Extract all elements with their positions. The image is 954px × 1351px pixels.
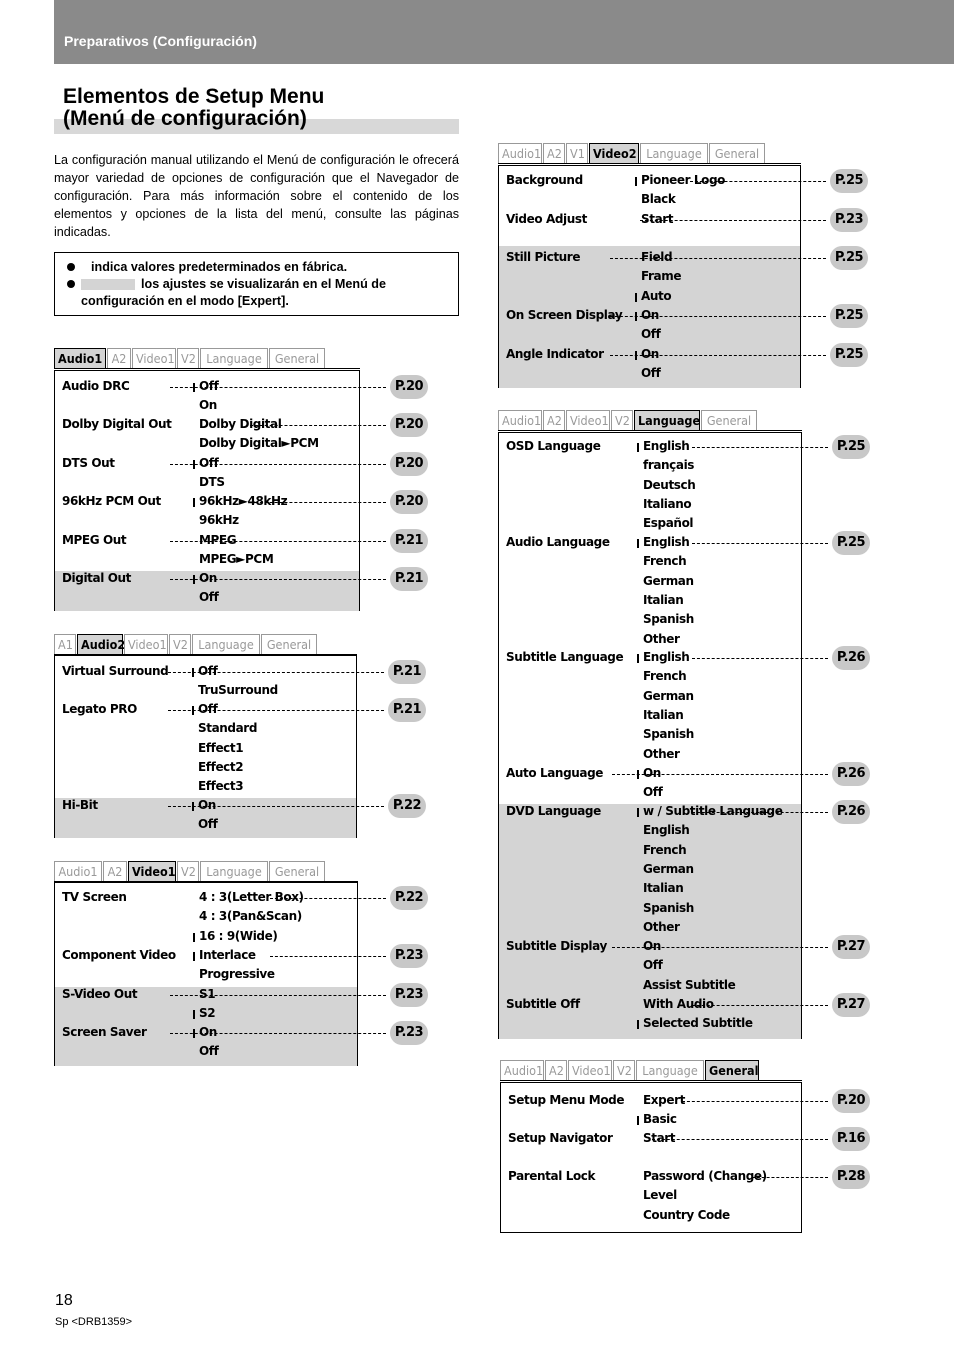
menu-option[interactable]: English [643, 439, 690, 453]
menu-option[interactable]: On [643, 766, 661, 780]
menu-option[interactable]: S1 [199, 987, 216, 1001]
leader-line [270, 898, 386, 899]
tab-language[interactable]: Language [200, 348, 268, 369]
default-marker-icon [193, 952, 195, 961]
tab-a1[interactable]: A1 [54, 634, 76, 655]
menu-option[interactable]: Password (Change) [643, 1169, 767, 1183]
tab-audio1[interactable]: Audio1 [498, 410, 542, 431]
leader-line [168, 672, 384, 673]
page-ref-badge: P.21 [390, 529, 428, 553]
page-ref-badge: P.25 [832, 435, 870, 459]
menu-option[interactable]: Assist Subtitle [643, 977, 736, 992]
menu-option[interactable]: Selected Subtitle [643, 1016, 753, 1031]
page-ref-badge: P.21 [390, 567, 428, 591]
leader-line [270, 956, 386, 957]
page-ref-badge: P.27 [832, 993, 870, 1017]
tab-v2[interactable]: V2 [169, 634, 191, 655]
page-title-line1: Elementos de Setup Menu [63, 85, 325, 108]
default-marker-icon [635, 293, 637, 302]
menu-item-setup-menu-mode[interactable]: Setup Menu Mode [508, 1093, 625, 1107]
leader-line [170, 1033, 386, 1034]
page-ref-badge: P.25 [830, 169, 868, 193]
menu-option[interactable]: w / Subtitle Language [643, 804, 783, 818]
tab-general[interactable]: General [705, 1060, 759, 1081]
menu-item-s-video-out[interactable]: S-Video Out [62, 987, 138, 1001]
general-tabs [500, 1060, 760, 1081]
tab-v2[interactable]: V2 [177, 348, 199, 369]
page-ref-badge: P.16 [832, 1127, 870, 1151]
tab-audio1[interactable]: Audio1 [500, 1060, 544, 1081]
menu-item-legato-pro[interactable]: Legato PRO [62, 702, 137, 716]
default-marker-icon [193, 383, 195, 392]
leader-line [692, 812, 828, 813]
tab-v2[interactable]: V2 [611, 410, 633, 431]
default-marker-icon [637, 1020, 639, 1029]
menu-option[interactable]: Off [643, 785, 663, 800]
leader-line [250, 425, 386, 426]
section-header-label: Preparativos (Configuración) [64, 33, 257, 49]
page-ref-badge: P.20 [390, 452, 428, 476]
menu-option[interactable]: German [643, 688, 694, 703]
video2-tabs [498, 143, 766, 164]
menu-option[interactable]: French [643, 669, 687, 684]
menu-item-dvd-language[interactable]: DVD Language [506, 804, 601, 818]
menu-item-on-screen-display[interactable]: On Screen Display [506, 308, 623, 322]
menu-option[interactable]: Pioneer Logo [641, 173, 725, 187]
menu-option[interactable]: English [643, 535, 690, 549]
legend-default-text: indica valores predeterminados en fábrica. [91, 260, 348, 274]
leader-line [170, 579, 386, 580]
leader-line [170, 387, 386, 388]
menu-option[interactable]: English [643, 650, 690, 664]
menu-option[interactable]: Español [643, 516, 694, 531]
leader-line [250, 502, 386, 503]
menu-option[interactable]: Start [643, 1131, 676, 1145]
leader-line [752, 1177, 828, 1178]
menu-option[interactable]: Dolby Digital►PCM [199, 436, 319, 451]
tab-a2[interactable]: A2 [543, 410, 565, 431]
menu-option[interactable]: Auto [641, 288, 672, 303]
menu-option[interactable]: Off [641, 327, 661, 342]
leader-line [610, 355, 826, 356]
default-marker-icon [193, 498, 195, 507]
leader-line [692, 1005, 828, 1006]
default-marker-icon [193, 575, 195, 584]
menu-item-angle-indicator[interactable]: Angle Indicator [506, 347, 604, 361]
menu-item-96khz-pcm-out[interactable]: 96kHz PCM Out [62, 494, 161, 508]
menu-option[interactable]: Italiano [643, 496, 692, 511]
tab-video1[interactable]: Video1 [568, 1060, 612, 1081]
menu-option[interactable]: German [643, 573, 694, 588]
tab-v2[interactable]: V2 [177, 861, 199, 882]
menu-item-background[interactable]: Background [506, 173, 583, 187]
menu-option[interactable]: Off [199, 379, 219, 393]
menu-option[interactable]: Effect3 [198, 779, 244, 794]
intro-paragraph: La configuración manual utilizando el Menú de configuración le ofrecerá mayor variedad de opciones de configuración que el Navegador de configuración. Para más información sobre el contenido de los elementos y opciones de la lista del menú, consulte las páginas indicadas. [54, 153, 459, 239]
menu-item-subtitle-display[interactable]: Subtitle Display [506, 939, 607, 953]
leader-line [612, 947, 828, 948]
page-ref-badge: P.23 [830, 208, 868, 232]
menu-option[interactable]: Basic [643, 1112, 677, 1127]
menu-item-video-adjust[interactable]: Video Adjust [506, 212, 587, 226]
leader-line [168, 806, 384, 807]
tab-a2[interactable]: A2 [543, 143, 565, 164]
menu-option[interactable]: Spanish [643, 900, 694, 915]
page-ref-badge: P.25 [830, 246, 868, 270]
video1-tabs [54, 861, 326, 882]
menu-option[interactable]: 16 : 9(Wide) [199, 928, 278, 943]
language-tabs [498, 410, 758, 431]
menu-item-subtitle-language[interactable]: Subtitle Language [506, 650, 624, 664]
menu-option[interactable]: Black [641, 192, 676, 207]
general-tab-underline [500, 1080, 802, 1081]
menu-option[interactable]: Off [198, 664, 218, 678]
leader-line [692, 658, 828, 659]
menu-option[interactable]: Progressive [199, 967, 275, 982]
default-marker-icon [637, 539, 639, 548]
page-ref-badge: P.21 [388, 698, 426, 722]
menu-option[interactable]: On [199, 398, 217, 413]
tab-a2[interactable]: A2 [545, 1060, 567, 1081]
tab-video1[interactable]: Video1 [124, 634, 168, 655]
menu-option[interactable]: S2 [199, 1006, 216, 1021]
default-marker-icon [635, 351, 637, 360]
tab-a2[interactable]: A2 [103, 861, 127, 882]
default-marker-icon [637, 770, 639, 779]
leader-line [610, 316, 826, 317]
menu-option[interactable]: Country Code [643, 1207, 730, 1222]
menu-option[interactable]: Field [641, 250, 673, 264]
video2-tab-underline [498, 163, 801, 164]
default-marker-icon [192, 706, 194, 715]
menu-option[interactable]: 4 : 3(Pan&Scan) [199, 909, 302, 924]
leader-line [692, 543, 828, 544]
tab-audio1[interactable]: Audio1 [54, 861, 102, 882]
legend-note [54, 252, 459, 316]
tab-general[interactable]: General [269, 348, 325, 369]
leader-line [682, 1101, 828, 1102]
menu-item-mpeg-out[interactable]: MPEG Out [62, 533, 127, 547]
tab-v2[interactable]: V2 [613, 1060, 635, 1081]
menu-item-parental-lock[interactable]: Parental Lock [508, 1169, 596, 1183]
page-ref-badge: P.27 [832, 935, 870, 959]
page-ref-badge: P.26 [832, 762, 870, 786]
leader-line [652, 1139, 828, 1140]
default-marker-icon [193, 1029, 195, 1038]
page-ref-badge: P.26 [832, 646, 870, 670]
legend-expert-text [81, 276, 441, 310]
leader-line [612, 774, 828, 775]
tab-language[interactable]: Language [192, 634, 260, 655]
menu-option[interactable]: Spanish [643, 727, 694, 742]
leader-line [690, 181, 826, 182]
default-marker-icon [193, 1010, 195, 1019]
menu-option[interactable]: Interlace [199, 948, 256, 962]
tab-general[interactable]: General [701, 410, 757, 431]
leader-line [692, 447, 828, 448]
menu-item-virtual-surround[interactable]: Virtual Surround [62, 664, 169, 678]
leader-line [640, 220, 826, 221]
menu-option[interactable]: MPEG►PCM [199, 552, 274, 567]
menu-item-osd-language[interactable]: OSD Language [506, 439, 601, 453]
menu-option[interactable]: Deutsch [643, 477, 696, 492]
menu-option[interactable]: Level [643, 1188, 677, 1203]
menu-item-dts-out[interactable]: DTS Out [62, 456, 115, 470]
tab-a2[interactable]: A2 [107, 348, 131, 369]
menu-item-still-picture[interactable]: Still Picture [506, 250, 581, 264]
tab-v1[interactable]: V1 [566, 143, 588, 164]
menu-item-screen-saver[interactable]: Screen Saver [62, 1025, 147, 1039]
tab-language[interactable]: Language [200, 861, 268, 882]
menu-item-dolby-digital-out[interactable]: Dolby Digital Out [62, 417, 172, 431]
menu-option[interactable]: Expert [643, 1093, 685, 1107]
page-ref-badge: P.23 [390, 944, 428, 968]
legend-expert-label: los ajustes se visualizarán en el Menú de configuración en el modo [Expert]. [81, 277, 386, 308]
menu-option[interactable]: Dolby Digital [199, 417, 282, 431]
menu-option[interactable]: English [643, 823, 690, 838]
menu-option[interactable]: With Audio [643, 997, 714, 1011]
tab-language[interactable]: Language [640, 143, 708, 164]
menu-option[interactable]: On [199, 571, 217, 585]
menu-item-setup-navigator[interactable]: Setup Navigator [508, 1131, 613, 1145]
default-marker-icon [637, 808, 639, 817]
menu-option[interactable]: Start [641, 212, 674, 226]
menu-item-audio-language[interactable]: Audio Language [506, 535, 610, 549]
menu-option[interactable]: Effect2 [198, 759, 244, 774]
menu-option[interactable]: On [641, 347, 659, 361]
page-ref-badge: P.25 [830, 304, 868, 328]
menu-option[interactable]: Italian [643, 881, 684, 896]
bullet-icon [67, 263, 75, 271]
tab-audio2[interactable]: Audio2 [77, 634, 123, 655]
tab-audio1[interactable]: Audio1 [498, 143, 542, 164]
tab-general[interactable]: General [261, 634, 317, 655]
tab-video1[interactable]: Video1 [566, 410, 610, 431]
menu-option[interactable]: 4 : 3(Letter Box) [199, 890, 304, 904]
page-ref-badge: P.25 [830, 343, 868, 367]
page-ref-badge: P.23 [390, 1021, 428, 1045]
tab-language[interactable]: Language [634, 410, 700, 431]
tab-video2[interactable]: Video2 [589, 143, 639, 164]
leader-line [170, 464, 386, 465]
menu-item-tv-screen[interactable]: TV Screen [62, 890, 127, 904]
page-title [63, 86, 324, 130]
menu-item-digital-out[interactable]: Digital Out [62, 571, 131, 585]
leader-line [168, 710, 384, 711]
default-marker-icon [637, 443, 639, 452]
menu-option[interactable]: Effect1 [198, 740, 244, 755]
menu-option[interactable]: Off [199, 590, 219, 605]
page-ref-badge: P.22 [388, 794, 426, 818]
page-ref-badge: P.28 [832, 1165, 870, 1189]
menu-option[interactable]: Off [643, 958, 663, 973]
default-marker-icon [635, 312, 637, 321]
default-marker-icon [637, 1116, 639, 1125]
expert-shade-swatch [81, 279, 135, 290]
menu-option[interactable]: Other [643, 746, 680, 761]
page-ref-badge: P.20 [832, 1089, 870, 1113]
default-marker-icon [193, 460, 195, 469]
page-title-line2: (Menú de configuración) [63, 107, 307, 130]
page-number: 18 [55, 1292, 73, 1309]
default-marker-icon [192, 802, 194, 811]
page-ref-badge: P.26 [832, 800, 870, 824]
menu-option[interactable]: French [643, 842, 687, 857]
language-tab-underline [498, 430, 802, 431]
menu-option[interactable]: français [643, 458, 695, 473]
audio2-tabs [54, 634, 318, 655]
leader-line [610, 258, 826, 259]
menu-option[interactable]: TruSurround [198, 683, 278, 698]
menu-option[interactable]: Off [199, 1044, 219, 1059]
menu-option[interactable]: Off [198, 817, 218, 832]
tab-general[interactable]: General [709, 143, 765, 164]
tab-general[interactable]: General [269, 861, 325, 882]
page-ref-badge: P.20 [390, 375, 428, 399]
bullet-icon [67, 280, 75, 288]
page-ref-badge: P.21 [388, 660, 426, 684]
menu-option[interactable]: Frame [641, 269, 682, 284]
menu-option[interactable]: 96kHz►48kHz [199, 494, 288, 508]
menu-option[interactable]: Off [199, 456, 219, 470]
page-ref-badge: P.20 [390, 490, 428, 514]
section-header [54, 0, 954, 64]
menu-option[interactable]: German [643, 861, 694, 876]
default-marker-icon [192, 668, 194, 677]
audio1-tab-underline [54, 368, 360, 369]
default-marker-icon [637, 654, 639, 663]
menu-option[interactable]: Other [643, 631, 680, 646]
document-code: Sp <DRB1359> [55, 1316, 133, 1328]
menu-option[interactable]: MPEG [199, 533, 237, 547]
menu-option[interactable]: Italian [643, 707, 684, 722]
page-ref-badge: P.22 [390, 886, 428, 910]
leader-line [170, 541, 386, 542]
menu-option[interactable]: DTS [199, 475, 225, 490]
menu-option[interactable]: Spanish [643, 612, 694, 627]
menu-option[interactable]: Italian [643, 592, 684, 607]
menu-option[interactable]: Other [643, 919, 680, 934]
tab-audio1[interactable]: Audio1 [54, 348, 106, 369]
menu-option[interactable]: On [643, 939, 661, 953]
tab-language[interactable]: Language [636, 1060, 704, 1081]
menu-item-component-video[interactable]: Component Video [62, 948, 176, 962]
leader-line [170, 995, 386, 996]
page-ref-badge: P.25 [832, 531, 870, 555]
page-ref-badge: P.23 [390, 983, 428, 1007]
menu-option[interactable]: On [198, 798, 216, 812]
default-marker-icon [635, 177, 637, 186]
menu-option[interactable]: Standard [198, 721, 258, 736]
tab-video1[interactable]: Video1 [128, 861, 176, 882]
menu-option[interactable]: On [199, 1025, 217, 1039]
menu-option[interactable]: Off [198, 702, 218, 716]
menu-item-auto-language[interactable]: Auto Language [506, 766, 604, 780]
menu-option[interactable]: On [641, 308, 659, 322]
menu-option[interactable]: Off [641, 366, 661, 381]
menu-item-subtitle-off[interactable]: Subtitle Off [506, 997, 580, 1011]
menu-option[interactable]: French [643, 554, 687, 569]
audio1-tabs [54, 348, 326, 369]
default-marker-icon [193, 933, 195, 942]
tab-video1[interactable]: Video1 [132, 348, 176, 369]
menu-item-audio-drc[interactable]: Audio DRC [62, 379, 130, 393]
menu-item-hi-bit[interactable]: Hi-Bit [62, 798, 98, 812]
menu-option[interactable]: 96kHz [199, 513, 239, 528]
page-ref-badge: P.20 [390, 413, 428, 437]
